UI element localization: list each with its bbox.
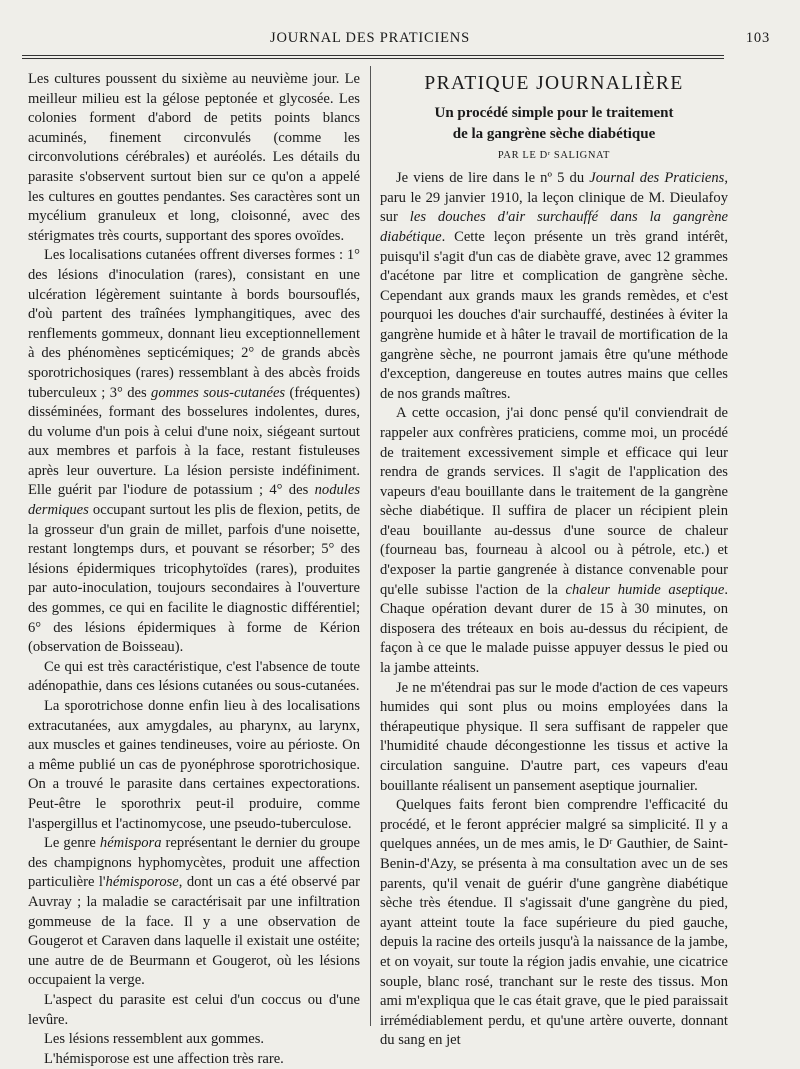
paragraph-hemisporose: L'hémisporose est une affection très rare. [44, 1050, 284, 1067]
article-title-line2: de la gangrène sèche diabétique [452, 125, 656, 142]
left-column [28, 70, 360, 1069]
paragraph-cultures: Les cultures poussent du sixième au neuvième jour. Le meilleur milieu est la gélose peptonée et glycosée. Les colonies forment d'abord de petits points blancs acuminés, finement circonvulés (comme les circonvolutions cérébrales) et auréolés. Les détails du parasite s'observent surtout bien sur ce qu'on a appelé les cultures en gouttes pendantes. Ses caractères sont un mycélium granuleux et long, cloisonné, avec des stérigmates très courts, supportant des spores ovoïdes. [28, 71, 360, 244]
header-rule [22, 55, 724, 56]
journal-title: JOURNAL DES PRATICIENS [270, 30, 470, 46]
paragraph-intro: Je viens de lire dans le nº 5 du Journal des Praticiens, paru le 29 janvier 1910, la leçon clinique de M. Dieulafoy sur les douches d'air surchauffé dans la gangrène diabétique. Cette leçon présente un très grand intérêt, puisqu'il s'agit d'un cas de diabète grave, avec 12 grammes d'acétone par litre et complication de gangrène sèche. Cependant aux grands maux les grands remèdes, et c'est pourquoi les douches d'air surchauffé, destinées à éviter la gangrène humide et à hâter le travail de mortification de la gangrène sèche, ne pourront jamais être qu'une méthode d'exception, dangereuse en toutes autres mains que celles de nos grands maîtres. [380, 170, 728, 402]
byline: PAR LE Dʳ SALIGNAT [497, 149, 611, 161]
right-column [380, 72, 728, 1051]
paragraph-extracutanees: La sporotrichose donne enfin lieu à des localisations extracutanées, aux amygdales, au pharynx, au larynx, aux muscles et gaines tendineuses, voire au périoste. On a même publié un cas de pyonéphrose sporotrichosique. On a trouvé le parasite dans certaines expectorations. Peut-être le sporothrix peut-il produire, comme l'aspergillus et l'actinomycose, une pseudo-tuberculose. [28, 698, 360, 832]
paragraph-parasite: L'aspect du parasite est celui d'un coccus ou d'une levûre. [28, 991, 360, 1028]
paragraph-adenopathie: Ce qui est très caractéristique, c'est l'absence de toute adénopathie, dans ces lésions cutanées ou sous-cutanées. [28, 658, 360, 695]
running-header [28, 28, 770, 52]
article-title-line1: Un procédé simple pour le traitement [434, 104, 674, 121]
paragraph-localisations: Les localisations cutanées offrent diverses formes : 1° des lésions d'inoculation (rares), consistant en une ulcération légèrement suintante à bords boursouflés, d'où partent des traînées lymphangitiques, avec des renflements gommeux, donnant lieu exceptionnellement à des phénomènes septicémiques; 2° de grands abcès sporotrichosiques (rares) ressemblant à des abcès froids tuberculeux ; 3° des gommes sous-cutanées (fréquentes) disséminées, formant des bosselures indolentes, dures, du volume d'un pois à celui d'une noix, siégeant surtout aux membres et parfois à la face, restant fistuleuses après leur ouverture. La lésion persiste indéfiniment. Elle guérit par l'iodure de potassium ; 4° des nodules dermiques occupant surtout les plis de flexion, petits, de la grosseur d'un grain de millet, parfois d'une noisette, restant longtemps durs, et pouvant se résorber; 5° des lésions épidermiques tricophytoïdes (rares), produites par auto-inoculation, toujours secondaires à l'ouverture des gommes, ce qui en facilite le diagnostic différentiel; 6° des lésions épidermiques à forme de Kérion (observation de Boisseau). [28, 247, 360, 656]
paragraph-faits: Quelques faits feront bien comprendre l'efficacité du procédé, et le feront apprécier malgré sa simplicité. Il y a quelques années, un de mes amis, le Dʳ Gauthier, de Saint-Benin-d'Azy, se présenta à ma consultation avec un de ses parents, qu'il venait de guérir d'une gangrène diabétique sèche très étendue. Il s'agissait d'une gangrène du pied, ayant atteint toute la face supérieure du pied gauche, depuis la racine des orteils jusqu'à la naissance de la jambe, et on voyait, sur toute la région jadis envahie, une cicatrice souple, blanc rosé, tranchant sur le reste des tissus. Mon ami m'expliqua que le cas était grave, que le pied paraissait irrémédiablement perdu, et qu'une artère ouverte, donnant du sang en jet [380, 797, 728, 1049]
paragraph-hemispora: Le genre hémispora représentant le dernier du groupe des champignons hyphomycètes, produit une affection particulière l'hémisporose, dont un cas a été observé par Auvray ; la maladie se caractérisait par une infiltration gommeuse de la face. Il y a une observation de Gougerot et Caraven dans laquelle il existait une ostéite; une autre de de Beurmann et Gougerot, où les lésions occupaient la verge. [28, 835, 360, 989]
header-rule-thin [22, 58, 724, 59]
paragraph-mode-action: Je ne m'étendrai pas sur le mode d'action de ces vapeurs humides qui sont plus ou moins employées dans la thérapeutique physique. Il sera suffisant de rappeler que l'humidité chaude décongestionne les tissus et active la circulation sanguine. D'autre part, ces vapeurs d'eau bouillante réalisent un pansement aseptique journalier. [380, 679, 728, 794]
column-divider [370, 66, 371, 1026]
paragraph-lesions: Les lésions ressemblent aux gommes. [44, 1031, 265, 1048]
paragraph-procede: A cette occasion, j'ai donc pensé qu'il conviendrait de rappeler aux confrères praticiens, comme moi, un procédé de traitement excessivement simple et efficace qui leur rendra de grands services. Il s'agit de l'application des vapeurs d'eau bouillante dans le traitement de la gangrène sèche diabétique. Il suffira de placer un récipient plein d'eau bouillante au-dessus d'une source de chaleur (fourneau bas, fourneau à alcool ou à pétrole, etc.) et d'exposer la partie gangrenée à distance convenable pour qu'elle subisse l'action de la chaleur humide aseptique. Chaque opération devant durer de 15 à 30 minutes, on disposera des tréteaux en bois au-dessus du récipient, de façon à ce que le malade puisse appuyer dessus le pied ou la jambe atteints. [380, 405, 728, 677]
page-number: 103 [745, 30, 770, 46]
section-title: PRATIQUE JOURNALIÈRE [424, 73, 684, 94]
